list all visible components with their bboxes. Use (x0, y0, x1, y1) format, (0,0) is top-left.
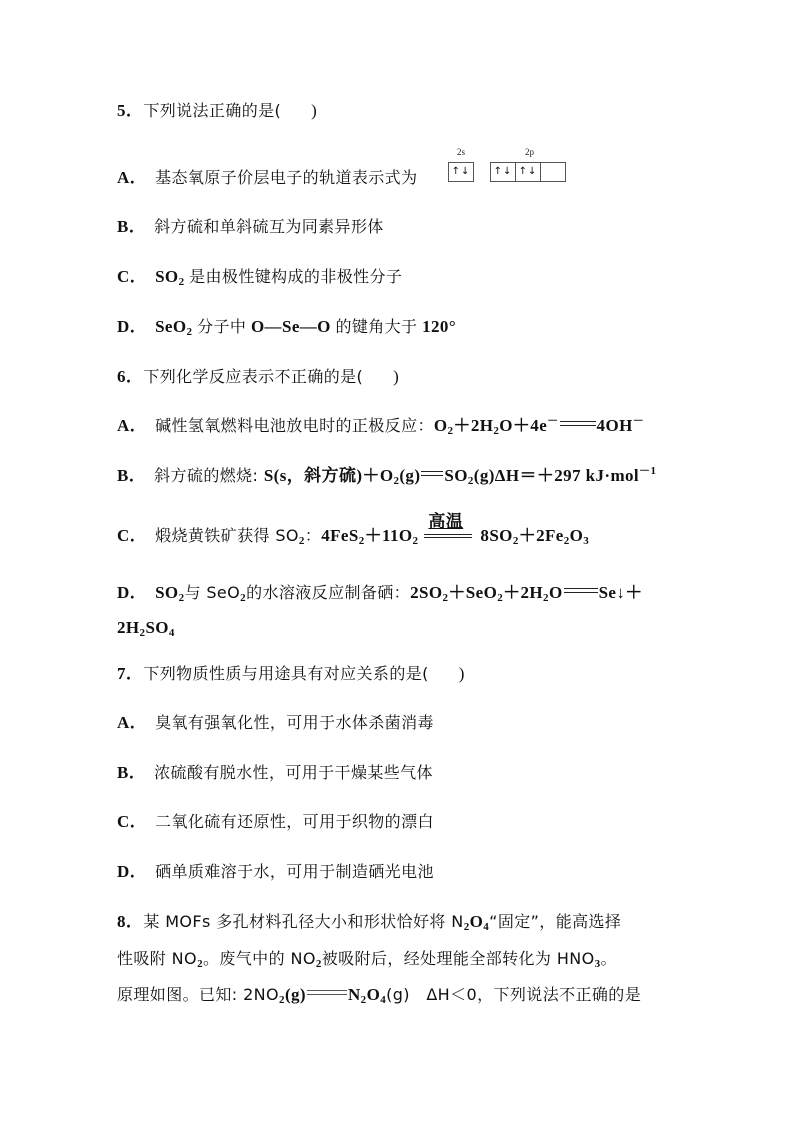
formula: SO (155, 583, 179, 602)
angle-value: 120° (422, 317, 457, 336)
question-number: 8． (117, 912, 144, 931)
option-label: D． (117, 862, 148, 881)
reaction-condition: 高温 (428, 512, 464, 532)
question-number: 5． (117, 101, 144, 120)
question-text: 某 MOFs 多孔材料孔径大小和形状恰好将 N (143, 912, 464, 931)
option-text: 斜方硫的燃烧: (154, 466, 264, 485)
question-5-stem (117, 100, 317, 122)
option-label: B． (117, 763, 147, 782)
option-label: C． (117, 812, 148, 831)
option-label: C． (117, 526, 148, 545)
equals-sign-icon (564, 587, 598, 595)
question-text: (g) ΔH＜0，下列说法不正确的是 (386, 985, 642, 1004)
option-label: A． (117, 168, 148, 187)
q6-option-b (117, 465, 656, 487)
question-text: 下列化学反应表示不正确的是( (143, 367, 364, 386)
question-text: 。废气中的 NO (202, 949, 316, 968)
q7-option-a (117, 712, 434, 734)
equation: $O_2+2H_2O+4e^-$ 4OH－ (433, 415, 645, 437)
q5-option-c (117, 266, 402, 288)
reaction-condition-arrow-icon (424, 512, 474, 543)
question-text: 被吸附后，经处理能全部转化为 HNO (321, 949, 595, 968)
option-text: 二氧化硫有还原性，可用于织物的漂白 (155, 812, 434, 831)
option-label: A． (117, 416, 148, 435)
q5-option-b (117, 216, 384, 238)
answer-paren-close: ) (311, 101, 318, 120)
orbital-diagram (448, 147, 588, 187)
q6-option-a (117, 415, 644, 437)
subscript: 2 (178, 276, 185, 288)
question-number: 6． (117, 367, 144, 386)
q5-option-a (117, 167, 417, 189)
equals-sign-icon (560, 420, 596, 428)
question-8-line-1: 8．某 MOFs 多孔材料孔径大小和形状恰好将 $N_2O_4“$固定”，能高选择 (117, 912, 622, 933)
option-label: D． (117, 317, 148, 336)
question-number: 7． (117, 664, 144, 683)
option-text: 分子中 (197, 317, 247, 336)
equals-sign-icon (421, 470, 443, 478)
q7-option-b (117, 762, 433, 784)
bond-notation: O—Se—O (250, 317, 331, 336)
orbital-2p-box-1: ↑↓ (490, 162, 516, 182)
subscript: 2 (186, 326, 193, 338)
q6-option-d (117, 582, 643, 604)
option-text: 浓硫酸有脱水性，可用于干燥某些气体 (154, 763, 433, 782)
option-label: D． (117, 583, 148, 602)
subscript: 2 (178, 592, 185, 604)
orbital-2p-box-3 (540, 162, 566, 182)
question-text: 下列说法正确的是( (143, 101, 282, 120)
option-label: A． (117, 713, 148, 732)
q6-option-d-continued: $2H_2SO_4$ (117, 618, 175, 639)
q7-option-c (117, 811, 434, 833)
option-text: 是由极性键构成的非极性分子 (189, 267, 403, 286)
option-text: 斜方硫和单斜硫互为同素异形体 (154, 217, 384, 236)
option-label: C． (117, 267, 148, 286)
equation: S(s，斜方硫)$+O_2(g)$ $SO_2(g)\Delta H=+297$ kJ·mol$^{-1}$ (263, 465, 657, 487)
question-text: 性吸附 NO (117, 949, 198, 968)
equilibrium-arrow-icon (307, 988, 347, 998)
option-text: 与 SeO (184, 583, 241, 602)
subscript: 2 (240, 592, 247, 604)
orbital-2s-label: 2s (457, 147, 466, 157)
answer-paren-close: ) (393, 367, 400, 386)
q6-option-c (117, 512, 590, 547)
subscript: 2 (298, 535, 305, 547)
option-text: 碱性氢氧燃料电池放电时的正极反应： (155, 416, 434, 435)
option-label: B． (117, 466, 147, 485)
option-text: 基态氧原子价层电子的轨道表示式为 (155, 168, 418, 187)
option-text: ： (304, 526, 322, 545)
option-text: 煅烧黄铁矿获得 SO (155, 526, 299, 545)
option-text: 的键角大于 (335, 317, 418, 336)
option-label: B． (117, 217, 147, 236)
question-6-stem (117, 366, 399, 388)
option-text: 的水溶液反应制备硒： (246, 583, 411, 602)
orbital-2p-box-2: ↑↓ (515, 162, 541, 182)
equation: $4FeS_2+11O_2$ 高温 $8SO_2+2Fe_2O_3$ (321, 512, 590, 547)
orbital-2p-label: 2p (525, 147, 534, 157)
question-8-line-2: 性吸附 $NO_2$。废气中的 $NO_2$被吸附后，经处理能全部转化为 $HNO_3$。 (117, 949, 617, 970)
question-8-line-3: 原理如图。已知: $2NO_2(g)$ $N_2O_4(g)$ ΔH＜0，下列说法不正确的是 (117, 985, 642, 1006)
formula: SO (155, 267, 179, 286)
q7-option-d (117, 861, 434, 883)
question-7-stem (117, 663, 465, 685)
q5-option-d (117, 316, 456, 338)
question-text: 原理如图。已知: 2NO (117, 985, 280, 1004)
orbital-2s-box: ↑↓ (448, 162, 474, 182)
answer-paren-close: ) (458, 664, 465, 683)
option-text: 臭氧有强氧化性，可用于水体杀菌消毒 (155, 713, 434, 732)
equation: $2SO_2+SeO_2+2H_2O$ Se↓＋ (410, 583, 643, 604)
option-text: 硒单质难溶于水，可用于制造硒光电池 (155, 862, 434, 881)
question-text: 下列物质性质与用途具有对应关系的是( (143, 664, 429, 683)
question-text: “固定”，能高选择 (489, 912, 622, 931)
formula: SeO (155, 317, 187, 336)
